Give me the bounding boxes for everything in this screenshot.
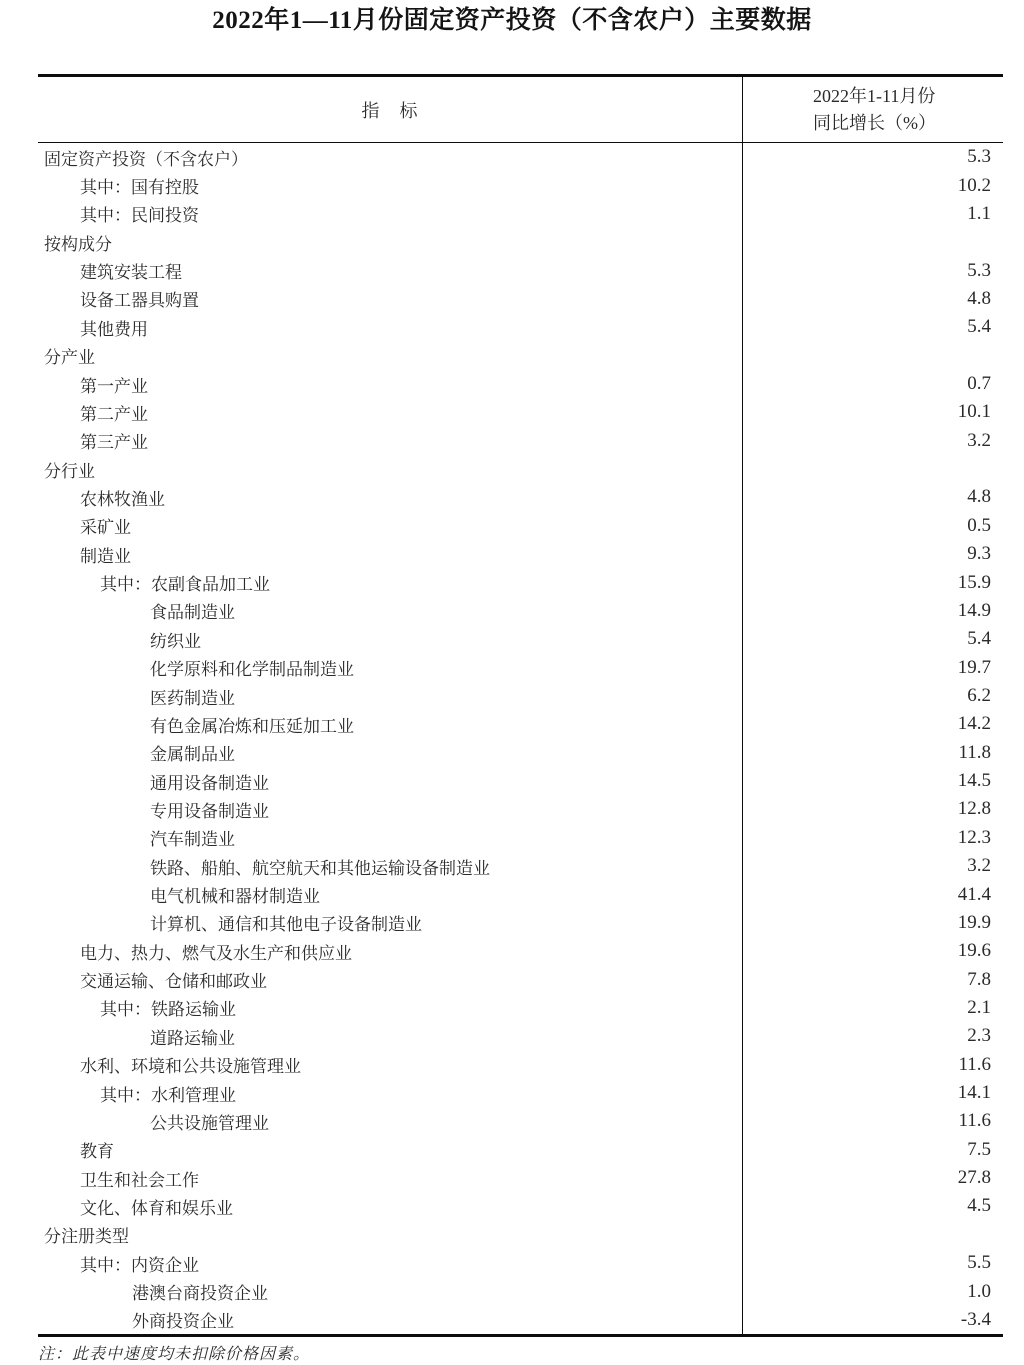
row-value: 5.3 bbox=[742, 256, 1003, 284]
row-label: 医药制造业 bbox=[150, 688, 235, 708]
row-label: 固定资产投资（不含农户） bbox=[44, 149, 248, 169]
row-value: 12.8 bbox=[742, 795, 1003, 823]
row-value: 5.4 bbox=[742, 625, 1003, 653]
table-row bbox=[38, 965, 1003, 993]
row-label: 水利、环境和公共设施管理业 bbox=[80, 1057, 301, 1077]
row-value bbox=[742, 342, 1003, 370]
row-value: 14.9 bbox=[742, 597, 1003, 625]
row-value: 4.5 bbox=[742, 1192, 1003, 1220]
row-label: 农林牧渔业 bbox=[80, 489, 165, 509]
table-row bbox=[38, 171, 1003, 199]
table-row bbox=[38, 228, 1003, 256]
row-label: 分产业 bbox=[44, 348, 95, 368]
row-value: 19.7 bbox=[742, 653, 1003, 681]
row-value: 14.2 bbox=[742, 710, 1003, 738]
table-body bbox=[38, 143, 1003, 1334]
table-row bbox=[38, 1192, 1003, 1220]
row-value: 1.1 bbox=[742, 200, 1003, 228]
row-label: 第三产业 bbox=[80, 433, 148, 453]
row-value: 2.1 bbox=[742, 994, 1003, 1022]
row-label: 其他费用 bbox=[80, 319, 148, 339]
row-value: 11.6 bbox=[742, 1051, 1003, 1079]
row-value: 11.6 bbox=[742, 1107, 1003, 1135]
table-row bbox=[38, 427, 1003, 455]
row-label: 汽车制造业 bbox=[150, 830, 235, 850]
row-value: -3.4 bbox=[742, 1306, 1003, 1334]
row-value bbox=[742, 1221, 1003, 1249]
table-row bbox=[38, 1221, 1003, 1249]
table-row bbox=[38, 370, 1003, 398]
table-row bbox=[38, 1164, 1003, 1192]
row-label: 文化、体育和娱乐业 bbox=[80, 1198, 233, 1218]
row-label: 金属制品业 bbox=[150, 745, 235, 765]
table-row bbox=[38, 540, 1003, 568]
table-row bbox=[38, 1079, 1003, 1107]
header-value-column bbox=[742, 77, 1003, 142]
row-label: 铁路、船舶、航空航天和其他运输设备制造业 bbox=[150, 858, 490, 878]
table-row bbox=[38, 767, 1003, 795]
row-label: 专用设备制造业 bbox=[150, 801, 269, 821]
row-label: 电气机械和器材制造业 bbox=[150, 887, 320, 907]
row-label: 计算机、通信和其他电子设备制造业 bbox=[150, 915, 422, 935]
row-value: 10.1 bbox=[742, 398, 1003, 426]
row-value: 7.8 bbox=[742, 965, 1003, 993]
table-row bbox=[38, 1277, 1003, 1305]
row-value: 0.7 bbox=[742, 370, 1003, 398]
row-label: 有色金属冶炼和压延加工业 bbox=[150, 716, 354, 736]
page-title: 2022年1—11月份固定资产投资（不含农户）主要数据 bbox=[212, 7, 812, 34]
table-row bbox=[38, 1306, 1003, 1334]
table-row bbox=[38, 568, 1003, 596]
row-label: 教育 bbox=[80, 1142, 114, 1162]
table-row bbox=[38, 200, 1003, 228]
table-row bbox=[38, 256, 1003, 284]
row-value: 6.2 bbox=[742, 682, 1003, 710]
row-label: 建筑安装工程 bbox=[80, 263, 182, 283]
row-value bbox=[742, 455, 1003, 483]
row-label: 港澳台商投资企业 bbox=[132, 1284, 268, 1304]
row-label: 分行业 bbox=[44, 461, 95, 481]
table-row bbox=[38, 285, 1003, 313]
table-row bbox=[38, 994, 1003, 1022]
table-row bbox=[38, 852, 1003, 880]
header-indicator-label: 指 标 bbox=[361, 100, 419, 121]
row-label: 其中：铁路运输业 bbox=[100, 1000, 236, 1020]
header-value-line1: 2022年1-11月份 bbox=[813, 85, 936, 106]
table-row bbox=[38, 1136, 1003, 1164]
header-value-line2: 同比增长（%） bbox=[813, 112, 936, 133]
row-label: 第二产业 bbox=[80, 404, 148, 424]
row-value: 14.5 bbox=[742, 767, 1003, 795]
row-value: 19.9 bbox=[742, 909, 1003, 937]
table-row bbox=[38, 313, 1003, 341]
row-value: 4.8 bbox=[742, 483, 1003, 511]
table-row bbox=[38, 824, 1003, 852]
row-label: 其中：农副食品加工业 bbox=[100, 575, 270, 595]
row-label: 外商投资企业 bbox=[132, 1312, 234, 1332]
row-value: 27.8 bbox=[742, 1164, 1003, 1192]
table-row bbox=[38, 937, 1003, 965]
table-row bbox=[38, 1249, 1003, 1277]
row-label: 其中：民间投资 bbox=[80, 206, 199, 226]
table-note: 注：此表中速度均未扣除价格因素。 bbox=[38, 1346, 311, 1363]
table-row bbox=[38, 512, 1003, 540]
row-label: 电力、热力、燃气及水生产和供应业 bbox=[80, 943, 352, 963]
row-value: 3.2 bbox=[742, 427, 1003, 455]
row-label: 制造业 bbox=[80, 546, 131, 566]
row-label: 采矿业 bbox=[80, 518, 131, 538]
row-label: 其中：水利管理业 bbox=[100, 1085, 236, 1105]
row-label: 第一产业 bbox=[80, 376, 148, 396]
table-row bbox=[38, 1022, 1003, 1050]
row-value: 15.9 bbox=[742, 568, 1003, 596]
table-row bbox=[38, 710, 1003, 738]
row-value: 11.8 bbox=[742, 739, 1003, 767]
row-value: 5.3 bbox=[742, 143, 1003, 171]
table-row bbox=[38, 909, 1003, 937]
row-label: 纺织业 bbox=[150, 631, 201, 651]
table-row bbox=[38, 1107, 1003, 1135]
row-label: 分注册类型 bbox=[44, 1227, 129, 1247]
row-value: 4.8 bbox=[742, 285, 1003, 313]
row-value: 5.4 bbox=[742, 313, 1003, 341]
row-label: 交通运输、仓储和邮政业 bbox=[80, 972, 267, 992]
row-label: 食品制造业 bbox=[150, 603, 235, 623]
table-row bbox=[38, 455, 1003, 483]
row-label: 设备工器具购置 bbox=[80, 291, 199, 311]
row-value: 2.3 bbox=[742, 1022, 1003, 1050]
row-label: 道路运输业 bbox=[150, 1028, 235, 1048]
row-label: 公共设施管理业 bbox=[150, 1113, 269, 1133]
row-label: 其中：国有控股 bbox=[80, 178, 199, 198]
row-value: 3.2 bbox=[742, 852, 1003, 880]
row-value: 5.5 bbox=[742, 1249, 1003, 1277]
table-row bbox=[38, 880, 1003, 908]
row-label: 卫生和社会工作 bbox=[80, 1170, 199, 1190]
row-value: 12.3 bbox=[742, 824, 1003, 852]
row-value: 41.4 bbox=[742, 880, 1003, 908]
table-row bbox=[38, 795, 1003, 823]
row-label: 通用设备制造业 bbox=[150, 773, 269, 793]
row-value: 9.3 bbox=[742, 540, 1003, 568]
row-label: 其中：内资企业 bbox=[80, 1255, 199, 1275]
table-row bbox=[38, 653, 1003, 681]
table-row bbox=[38, 342, 1003, 370]
row-value: 1.0 bbox=[742, 1277, 1003, 1305]
statistics-table bbox=[38, 74, 1003, 1337]
row-value: 7.5 bbox=[742, 1136, 1003, 1164]
row-label: 化学原料和化学制品制造业 bbox=[150, 660, 354, 680]
row-value: 0.5 bbox=[742, 512, 1003, 540]
table-row bbox=[38, 597, 1003, 625]
row-value: 14.1 bbox=[742, 1079, 1003, 1107]
table-row bbox=[38, 1051, 1003, 1079]
table-row bbox=[38, 398, 1003, 426]
table-header bbox=[38, 77, 1003, 143]
row-value bbox=[742, 228, 1003, 256]
table-row bbox=[38, 483, 1003, 511]
row-label: 按构成分 bbox=[44, 234, 112, 254]
table-row bbox=[38, 682, 1003, 710]
table-row bbox=[38, 739, 1003, 767]
row-value: 10.2 bbox=[742, 171, 1003, 199]
table-row bbox=[38, 143, 1003, 171]
table-row bbox=[38, 625, 1003, 653]
row-value: 19.6 bbox=[742, 937, 1003, 965]
